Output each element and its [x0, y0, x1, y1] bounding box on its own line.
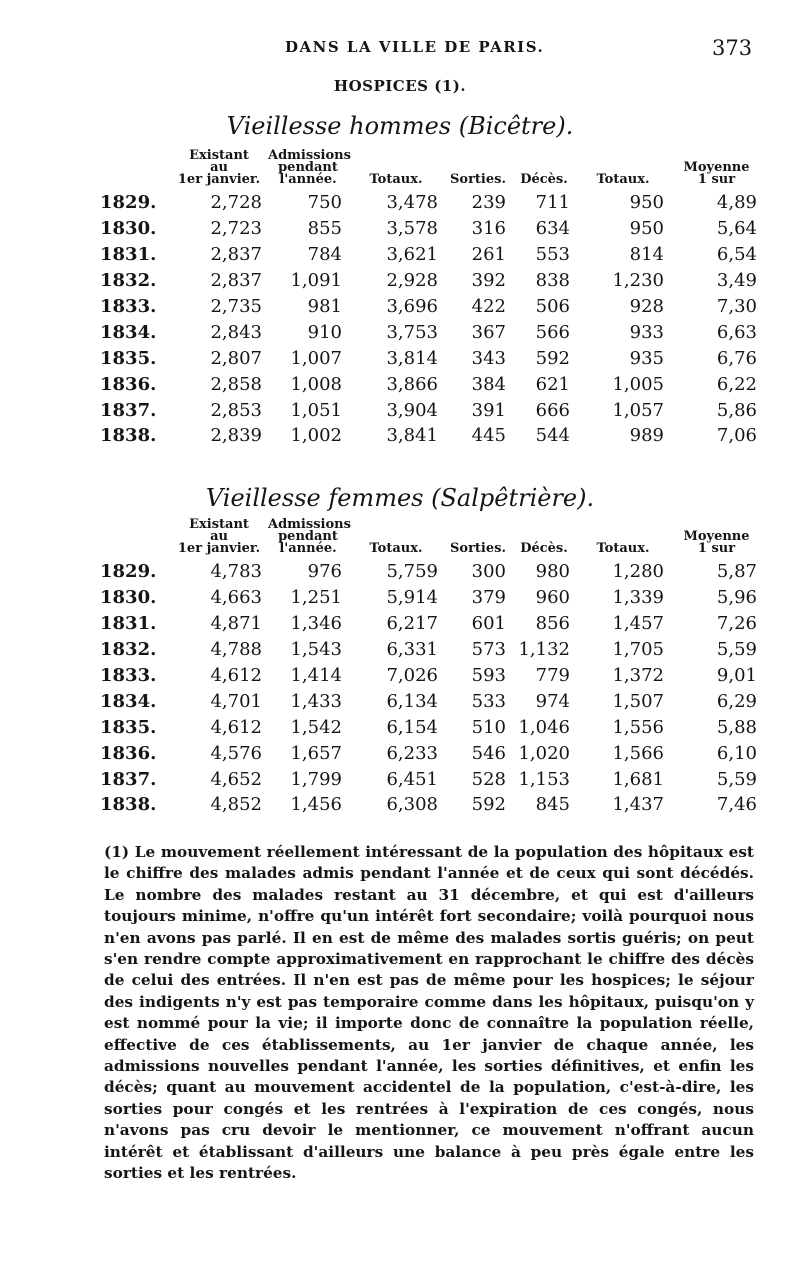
table-row [98, 190, 763, 216]
cell-admissions: 1,091 [290, 270, 342, 292]
col-existant: Existant au 1er janvier. [177, 148, 261, 187]
cell-existant: 2,735 [210, 296, 262, 317]
cell-totaux: 6,154 [386, 716, 438, 738]
table-men [98, 150, 763, 449]
table-row [98, 242, 763, 268]
table-row [98, 585, 763, 611]
table-row [98, 319, 763, 345]
cell-totaux2: 1,057 [612, 399, 664, 421]
cell-admissions: 1,007 [290, 347, 342, 369]
table-row [98, 688, 763, 714]
table-title-men: Vieillesse hommes (Bicêtre). [226, 112, 574, 140]
cell-existant: 4,783 [210, 561, 262, 583]
footnote-text: Le mouvement réellement intéressant de la population des hôpitaux est le chiffre des malades admis pendant l'année et de ceux qui sont décédés. Le nombre des malades restant au 31 décembre, et qui est d'ailleurs toujours minime, n'offre qu'un intérêt fort secondaire; voilà pourquoi nous n'en avons pas parlé. Il en est de même des malades sortis guéris; on peut s'en rendre compte approximativement en rapprochant le chiffre des décès de celui des entrées. Il n'en est pas de même pour les hospices; le séjour des indigents n'y est pas temporaire comme dans les hôpitaux, puisqu'on y est nommé pour la vie; il importe donc de connaître la population réelle, effective de ces établissements, au 1er janvier de chaque année, les admissions nouvelles pendant l'année, les sorties définitives, et enfin les décès; quant au mouvement accidentel de la population, c'est-à-dire, les sorties pour congés et les rentrées à l'expiration de ces congés, nous n'avons pas cru devoir le mentionner, ce mouvement n'offrant aucun intérêt et établissant d'ailleurs une balance à peu près égale entre les sorties et les rentrées. [104, 843, 754, 1183]
col-sorties: Sorties. [450, 172, 506, 187]
cell-existant: 2,843 [210, 321, 262, 343]
cell-existant: 4,871 [210, 613, 262, 635]
table-row [98, 611, 763, 637]
col-admissions: Admissions pendant l'année. [268, 517, 351, 556]
section-title: HOSPICES (1). [333, 77, 467, 95]
cell-existant: 4,852 [210, 794, 262, 816]
cell-sorties: 445 [471, 425, 506, 447]
cell-sorties: 379 [471, 587, 506, 609]
cell-year: 1837. [100, 768, 157, 790]
cell-year: 1836. [100, 742, 157, 764]
cell-deces: 544 [535, 425, 570, 447]
cell-existant: 2,858 [210, 373, 262, 395]
table-row [98, 559, 763, 585]
cell-totaux2: 1,339 [612, 587, 664, 609]
col-totaux: Totaux. [369, 541, 423, 556]
cell-deces: 1,153 [518, 768, 570, 790]
cell-deces: 666 [535, 399, 570, 421]
cell-moyenne: 6,76 [716, 347, 757, 369]
cell-totaux: 3,904 [386, 399, 438, 421]
cell-deces: 856 [535, 613, 570, 635]
cell-deces: 1,046 [518, 716, 570, 738]
cell-sorties: 367 [471, 321, 506, 343]
cell-sorties: 573 [471, 639, 506, 661]
cell-totaux: 5,759 [386, 561, 438, 583]
table-row [98, 766, 763, 792]
cell-sorties: 343 [471, 347, 506, 369]
table-row [98, 423, 763, 449]
cell-deces: 711 [535, 192, 570, 214]
cell-totaux2: 1,705 [612, 639, 664, 661]
cell-totaux2: 1,230 [612, 270, 664, 292]
cell-existant: 2,853 [210, 399, 262, 421]
cell-moyenne: 6,63 [716, 321, 757, 343]
cell-year: 1829. [100, 561, 157, 583]
cell-existant: 4,612 [210, 716, 262, 738]
cell-sorties: 601 [471, 613, 506, 635]
cell-deces: 1,132 [518, 639, 570, 661]
cell-admissions: 976 [307, 561, 342, 583]
table-row [98, 371, 763, 397]
col-deces: Décès. [520, 541, 568, 556]
page-number: 373 [712, 36, 753, 60]
cell-deces: 566 [535, 321, 570, 343]
table-row [98, 345, 763, 371]
cell-admissions: 855 [307, 218, 342, 240]
cell-sorties: 239 [471, 192, 506, 214]
cell-sorties: 593 [471, 665, 506, 686]
cell-totaux2: 950 [629, 218, 664, 240]
cell-deces: 845 [535, 794, 570, 816]
cell-totaux2: 1,005 [612, 373, 664, 395]
cell-totaux2: 935 [629, 347, 664, 369]
cell-totaux: 6,308 [386, 794, 438, 816]
cell-sorties: 391 [471, 399, 506, 421]
cell-existant: 2,723 [210, 218, 262, 240]
cell-moyenne: 3,49 [716, 270, 757, 292]
cell-admissions: 981 [307, 296, 342, 317]
cell-totaux: 6,233 [386, 742, 438, 764]
col-totaux: Totaux. [369, 172, 423, 187]
cell-moyenne: 4,89 [716, 192, 757, 214]
cell-totaux: 3,841 [386, 425, 438, 447]
cell-totaux: 6,451 [386, 768, 438, 790]
cell-totaux2: 1,437 [612, 794, 664, 816]
table-header [98, 150, 763, 190]
cell-totaux2: 989 [629, 425, 664, 447]
cell-moyenne: 7,26 [716, 613, 757, 635]
cell-sorties: 533 [471, 690, 506, 712]
cell-moyenne: 5,59 [716, 639, 757, 661]
cell-totaux: 7,026 [386, 665, 438, 686]
table-header [98, 519, 763, 559]
cell-totaux: 3,814 [386, 347, 438, 369]
cell-existant: 4,652 [210, 768, 262, 790]
table-title-women: Vieillesse femmes (Salpêtrière). [205, 484, 595, 512]
cell-admissions: 1,799 [290, 768, 342, 790]
cell-moyenne: 6,22 [716, 373, 757, 395]
cell-year: 1834. [100, 690, 157, 712]
cell-totaux2: 1,457 [612, 613, 664, 635]
rows-women [98, 559, 763, 818]
cell-deces: 621 [535, 373, 570, 395]
cell-totaux: 5,914 [386, 587, 438, 609]
table-row [98, 714, 763, 740]
cell-totaux: 3,621 [386, 244, 438, 266]
cell-totaux2: 1,507 [612, 690, 664, 712]
cell-year: 1837. [100, 399, 157, 421]
cell-year: 1836. [100, 373, 157, 395]
table-row [98, 216, 763, 242]
cell-deces: 779 [535, 665, 570, 686]
col-sorties: Sorties. [450, 541, 506, 556]
cell-totaux2: 933 [629, 321, 664, 343]
cell-sorties: 261 [471, 244, 506, 266]
col-moyenne: Moyenne 1 sur [683, 160, 750, 187]
col-existant: Existant au 1er janvier. [177, 517, 261, 556]
cell-existant: 2,728 [210, 192, 262, 214]
cell-totaux2: 1,681 [612, 768, 664, 790]
cell-totaux2: 1,372 [612, 665, 664, 686]
cell-totaux: 3,478 [386, 192, 438, 214]
cell-existant: 2,837 [210, 270, 262, 292]
cell-deces: 838 [535, 270, 570, 292]
cell-year: 1835. [100, 716, 157, 738]
cell-totaux: 6,134 [386, 690, 438, 712]
cell-sorties: 528 [471, 768, 506, 790]
cell-sorties: 392 [471, 270, 506, 292]
cell-admissions: 1,002 [290, 425, 342, 447]
cell-admissions: 1,346 [290, 613, 342, 635]
cell-moyenne: 6,10 [716, 742, 757, 764]
cell-admissions: 910 [307, 321, 342, 343]
cell-admissions: 784 [307, 244, 342, 266]
table-row [98, 792, 763, 818]
cell-admissions: 1,456 [290, 794, 342, 816]
cell-deces: 506 [535, 296, 570, 317]
cell-moyenne: 7,46 [716, 794, 757, 816]
cell-deces: 960 [535, 587, 570, 609]
footnote [104, 842, 754, 1185]
rows-men [98, 190, 763, 449]
cell-existant: 2,839 [210, 425, 262, 447]
cell-moyenne: 5,88 [716, 716, 757, 738]
cell-year: 1832. [100, 270, 157, 292]
cell-deces: 1,020 [518, 742, 570, 764]
cell-admissions: 1,414 [290, 665, 342, 686]
cell-existant: 4,576 [210, 742, 262, 764]
cell-moyenne: 5,87 [716, 561, 757, 583]
cell-moyenne: 6,54 [716, 244, 757, 266]
cell-deces: 980 [535, 561, 570, 583]
col-deces: Décès. [520, 172, 568, 187]
col-totaux2: Totaux. [596, 541, 650, 556]
cell-existant: 4,701 [210, 690, 262, 712]
cell-deces: 553 [535, 244, 570, 266]
table-row [98, 663, 763, 689]
cell-moyenne: 6,29 [716, 690, 757, 712]
cell-admissions: 1,008 [290, 373, 342, 395]
cell-sorties: 300 [471, 561, 506, 583]
cell-moyenne: 5,86 [716, 399, 757, 421]
cell-admissions: 750 [307, 192, 342, 214]
cell-moyenne: 7,06 [716, 425, 757, 447]
cell-deces: 974 [535, 690, 570, 712]
cell-admissions: 1,543 [290, 639, 342, 661]
cell-year: 1832. [100, 639, 157, 661]
cell-sorties: 422 [471, 296, 506, 317]
cell-existant: 2,807 [210, 347, 262, 369]
cell-year: 1830. [100, 587, 157, 609]
cell-deces: 634 [535, 218, 570, 240]
cell-year: 1833. [100, 296, 157, 317]
cell-year: 1830. [100, 218, 157, 240]
cell-totaux: 3,696 [386, 296, 438, 317]
cell-moyenne: 9,01 [716, 665, 757, 686]
col-year [98, 519, 170, 559]
cell-admissions: 1,251 [290, 587, 342, 609]
cell-existant: 4,612 [210, 665, 262, 686]
cell-totaux2: 814 [629, 244, 664, 266]
cell-totaux2: 1,566 [612, 742, 664, 764]
cell-admissions: 1,657 [290, 742, 342, 764]
cell-admissions: 1,542 [290, 716, 342, 738]
cell-year: 1833. [100, 665, 157, 686]
footnote-mark: (1) [104, 843, 130, 861]
cell-sorties: 510 [471, 716, 506, 738]
table-row [98, 268, 763, 294]
running-head [0, 36, 800, 62]
table-row [98, 637, 763, 663]
cell-moyenne: 5,64 [716, 218, 757, 240]
col-totaux2: Totaux. [596, 172, 650, 187]
cell-year: 1835. [100, 347, 157, 369]
col-admissions: Admissions pendant l'année. [268, 148, 351, 187]
cell-sorties: 384 [471, 373, 506, 395]
cell-year: 1831. [100, 244, 157, 266]
cell-year: 1831. [100, 613, 157, 635]
cell-moyenne: 5,59 [716, 768, 757, 790]
cell-existant: 4,788 [210, 639, 262, 661]
table-women [98, 519, 763, 818]
cell-moyenne: 5,96 [716, 587, 757, 609]
cell-totaux2: 1,280 [612, 561, 664, 583]
col-moyenne: Moyenne 1 sur [683, 529, 750, 556]
cell-existant: 2,837 [210, 244, 262, 266]
cell-totaux: 3,753 [386, 321, 438, 343]
cell-totaux2: 928 [629, 296, 664, 317]
cell-year: 1834. [100, 321, 157, 343]
cell-year: 1838. [100, 425, 157, 447]
table-row [98, 294, 763, 320]
cell-admissions: 1,051 [290, 399, 342, 421]
cell-admissions: 1,433 [290, 690, 342, 712]
cell-deces: 592 [535, 347, 570, 369]
cell-totaux: 6,331 [386, 639, 438, 661]
col-year [98, 150, 170, 190]
cell-totaux: 2,928 [386, 270, 438, 292]
running-title: DANS LA VILLE DE PARIS. [285, 38, 545, 56]
cell-moyenne: 7,30 [716, 296, 757, 317]
table-row [98, 740, 763, 766]
cell-totaux: 3,578 [386, 218, 438, 240]
cell-year: 1838. [100, 794, 157, 816]
cell-year: 1829. [100, 192, 157, 214]
cell-sorties: 592 [471, 794, 506, 816]
cell-sorties: 546 [471, 742, 506, 764]
cell-totaux: 6,217 [386, 613, 438, 635]
table-row [98, 397, 763, 423]
cell-totaux2: 950 [629, 192, 664, 214]
cell-sorties: 316 [471, 218, 506, 240]
cell-existant: 4,663 [210, 587, 262, 609]
cell-totaux2: 1,556 [612, 716, 664, 738]
cell-totaux: 3,866 [386, 373, 438, 395]
